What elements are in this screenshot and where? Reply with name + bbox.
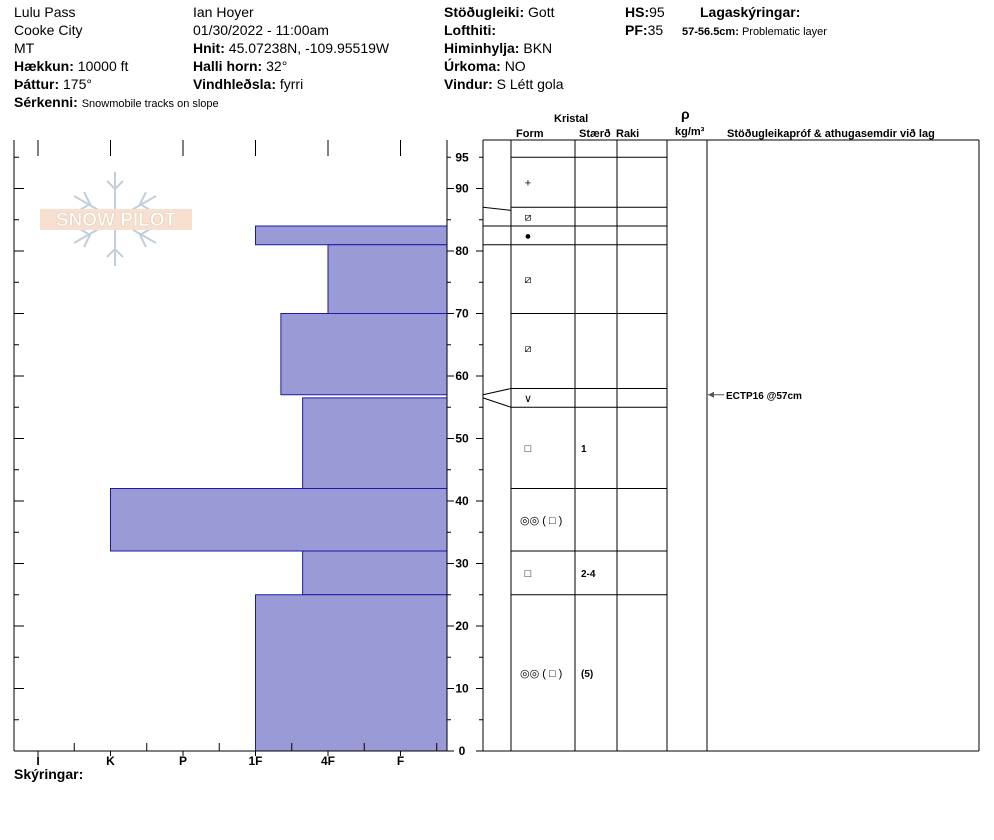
depth-tick-label: 90 — [455, 181, 469, 196]
slope-label: Halli horn: — [193, 58, 263, 74]
grain-size: (5) — [581, 668, 594, 680]
form-header: Form — [516, 128, 544, 140]
elevation-value: 10000 ft — [77, 58, 129, 74]
depth-tick-label: 10 — [455, 681, 469, 696]
density-unit-header: kg/m³ — [675, 126, 705, 138]
hs-value: 95 — [649, 4, 665, 20]
wind-loading-value: fyrri — [279, 76, 304, 92]
depth-tick-label: 95 — [455, 150, 469, 165]
grain-size: 2-4 — [581, 568, 596, 580]
hardness-bar — [303, 398, 447, 489]
grain-form-symbol: □ — [524, 567, 532, 580]
grain-form-symbol: ∨ — [523, 392, 533, 405]
range: Cooke City — [14, 22, 83, 38]
stability-tests — [708, 391, 802, 402]
hardness-bars — [111, 226, 448, 751]
grain-form-symbol: ◎◎ ( □ ) — [520, 667, 563, 680]
wind-label: Vindur: — [444, 76, 493, 92]
slope-value: 32° — [266, 58, 288, 74]
wind-value: S Létt gola — [496, 76, 564, 92]
pf-label: PF: — [625, 22, 648, 38]
test-arrow-icon — [708, 392, 714, 398]
depth-tick-label: 0 — [458, 744, 466, 758]
moisture-header: Raki — [616, 128, 640, 140]
features-label: Sérkenni: — [14, 94, 78, 110]
aspect-value: 175° — [63, 76, 92, 92]
test-label: ECTP16 @57cm — [726, 390, 802, 402]
state: MT — [14, 40, 35, 56]
sky-label: Himinhylja: — [444, 40, 520, 56]
layer-connector — [483, 207, 511, 210]
hs-label: HS: — [625, 4, 650, 20]
pf-value: 35 — [647, 22, 664, 38]
depth-tick-label: 40 — [455, 494, 469, 508]
hardness-tick-label: 1F — [248, 754, 263, 768]
aspect-label: Þáttur: — [14, 76, 60, 92]
notes-label: Skýringar: — [14, 766, 84, 782]
stability-label: Stöðugleiki: — [444, 4, 525, 20]
rho-header: ρ — [681, 106, 690, 122]
hardness-tick-label: P — [178, 754, 188, 768]
hardness-bar — [111, 489, 448, 552]
hardness-bar — [328, 245, 447, 314]
features-value: Snowmobile tracks on slope — [81, 98, 219, 110]
layer-connector — [483, 398, 511, 407]
hardness-bar — [281, 314, 447, 395]
hardness-tick-label: F — [396, 754, 405, 768]
wind-loading-label: Vindhleðsla: — [193, 76, 276, 92]
grain-form-symbol: ⧄ — [524, 211, 532, 224]
layer-notes-label: Lagaskýringar: — [700, 4, 801, 20]
datetime: 01/30/2022 - 11:00am — [193, 22, 329, 38]
hardness-bar — [256, 226, 448, 245]
grain-form-symbol: □ — [524, 442, 532, 455]
layer-note-range: 57-56.5cm: — [682, 26, 739, 38]
grain-form-symbol: ⧄ — [524, 342, 532, 355]
depth-tick-label: 60 — [455, 369, 469, 383]
location: Lulu Pass — [14, 4, 76, 20]
hardness-tick-label: I — [36, 754, 40, 768]
coords-label: Hnit: — [193, 40, 225, 56]
layer-table-frame — [483, 140, 979, 751]
depth-tick-label: 70 — [455, 306, 469, 321]
observer: Ian Hoyer — [193, 4, 254, 20]
sky-value: BKN — [523, 40, 553, 56]
depth-tick-label: 30 — [455, 556, 469, 571]
hardness-tick-label: 4F — [320, 754, 336, 768]
grain-size: 1 — [581, 443, 587, 455]
hardness-bar — [256, 595, 448, 751]
tests-header: Stöðugleikapróf & athugasemdir við lag — [727, 128, 935, 140]
grain-form-symbol: ● — [524, 230, 532, 243]
stability-value: Gott — [528, 4, 555, 20]
layer-note-text: Problematic layer — [741, 26, 827, 38]
depth-tick-label: 80 — [455, 244, 469, 258]
coords-value: 45.07238N, -109.95519W — [228, 40, 390, 56]
grain-form-symbol: ⧄ — [524, 274, 532, 287]
precip-label: Úrkoma: — [444, 58, 501, 74]
grain-form-symbol: ◎◎ ( □ ) — [520, 514, 563, 527]
snowpilot-logo — [40, 172, 192, 266]
crystal-header: Kristal — [554, 113, 589, 125]
elevation-label: Hækkun: — [14, 58, 74, 74]
precip-value: NO — [504, 58, 526, 74]
hardness-bar — [303, 551, 447, 595]
depth-tick-label: 50 — [455, 431, 469, 446]
depth-tick-label: 20 — [455, 619, 469, 633]
grain-form-symbol: + — [524, 177, 532, 190]
layer-connector — [483, 389, 511, 395]
logo-text: SNOW PILOT — [55, 210, 177, 231]
air-temp-label: Lofthiti: — [444, 22, 497, 38]
hardness-tick-label: K — [106, 754, 115, 768]
size-header: Stærð — [579, 128, 611, 140]
